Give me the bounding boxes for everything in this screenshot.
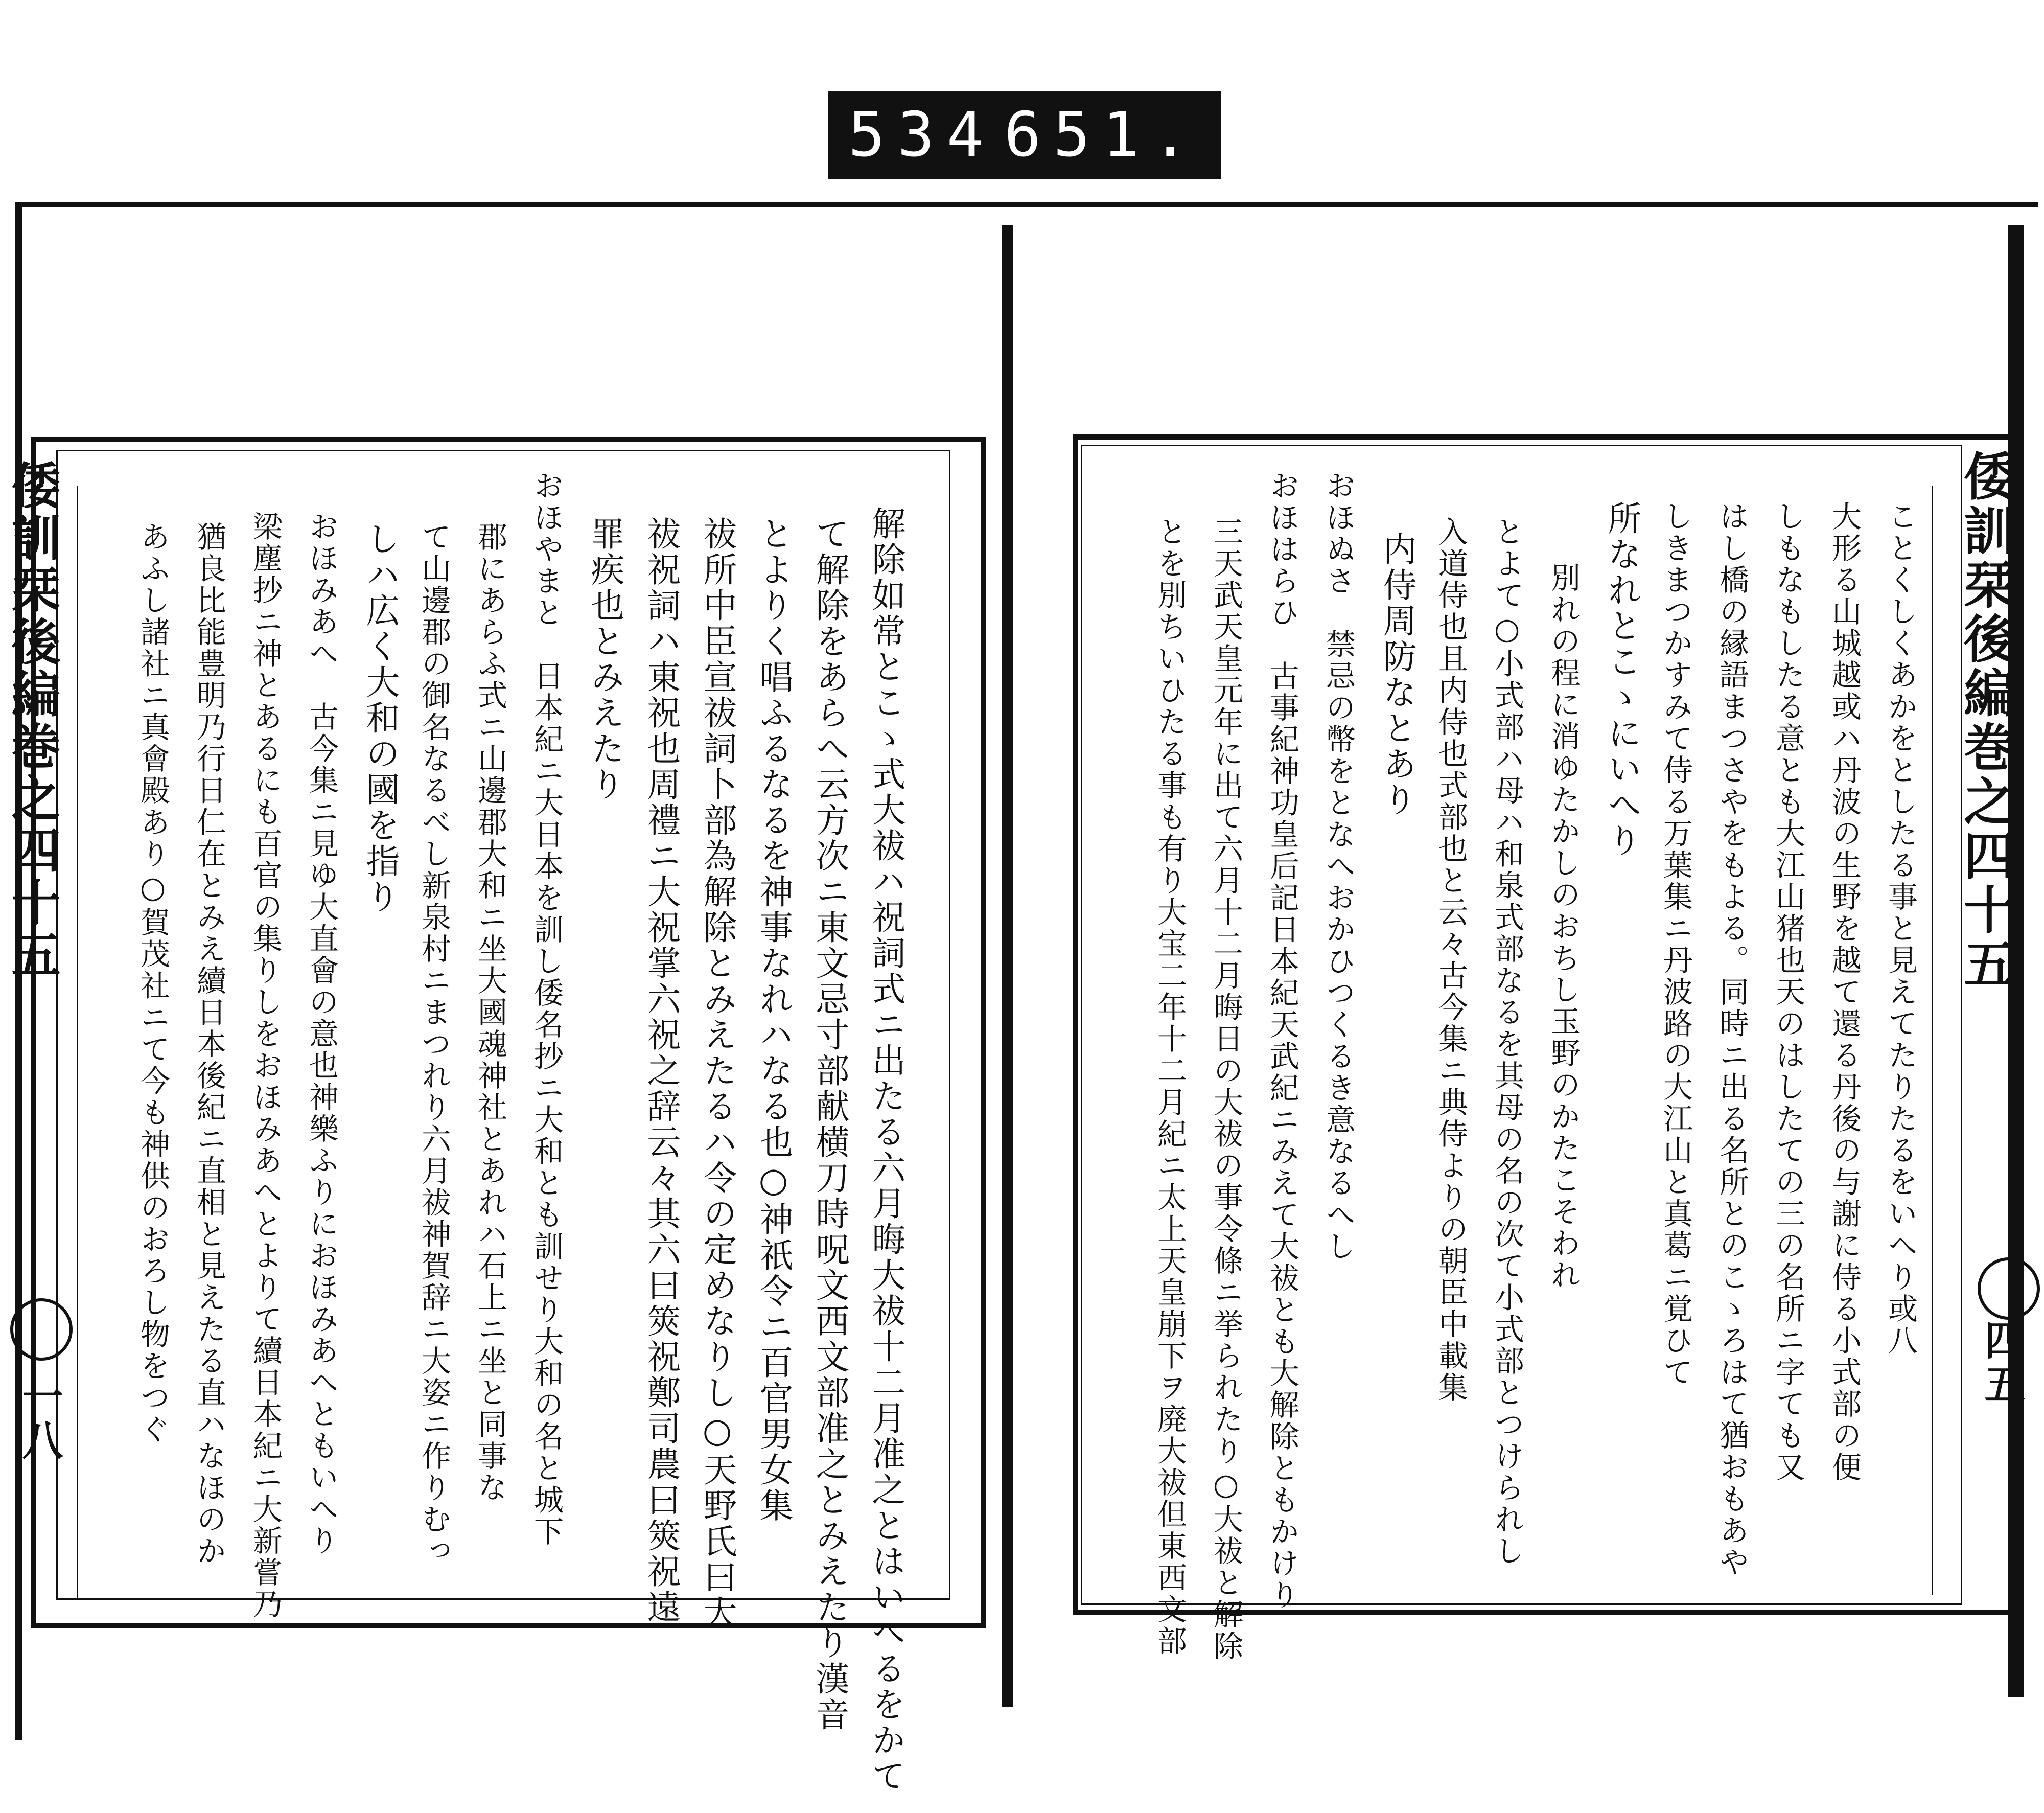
left-column-2: て解除をあらへ云方次ニ東文忌寸部献横刀時呪文西文部准之とみえたり漢音: [810, 516, 849, 1733]
left-column-7: おほやまと 日本紀ニ大日本を訓し倭名抄ニ大和とも訓せり大和の名と城下: [529, 470, 564, 1548]
left-column-13: 猶良比能豊明乃行日仁在とみえ續日本後紀ニ直相と見えたる直ハなほのか: [192, 521, 226, 1567]
reel-number-label: [828, 91, 1221, 179]
book-spine: [1002, 225, 1013, 1707]
right-column-6: 所なれとこゝにいへり: [1602, 501, 1641, 859]
left-column-3: とよりく唱ふるなるを神事なれハなる也○神祇令ニ百官男女集: [754, 516, 793, 1524]
reel-number-left: 534: [848, 99, 996, 171]
right-column-14: とを別ちいひたる事も有り大宝二年十二月紀ニ太上天皇崩下ヲ廃大祓但東西文部: [1152, 516, 1187, 1657]
left-volume-text: 巻之四十五: [4, 721, 61, 981]
right-margin-rule: [1932, 486, 1933, 1595]
right-column-4: はし橋の縁語まつさやをもよる。同時ニ出る名所とのこゝろはて猶おもあや: [1714, 501, 1749, 1578]
right-folio: 四五: [1978, 1319, 2026, 1407]
right-running-title: 倭訓栞後編巻之四十五: [1955, 450, 2015, 992]
left-column-6: 罪疾也とみえたり: [585, 516, 624, 802]
left-column-12: 梁塵抄ニ神とあるにも百官の集りしをおほみあへとよりて續日本紀ニ大新嘗乃: [248, 511, 283, 1620]
left-column-14: あふし諸社ニ真會殿あり○賀茂社ニて今も神供のおろし物をつぐ: [135, 521, 170, 1445]
right-column-9: 入道侍也且内侍也式部也と云々古今集ニ典侍よりの朝臣中載集: [1433, 516, 1468, 1404]
left-column-9: て山邊郡の御名なるべし新泉村ニまつれり六月祓神賀辞ニ大姿ニ作りむっ: [416, 521, 451, 1567]
right-column-11: おほぬさ 禁忌の幣をとなへおかひつくるき意なるへし: [1321, 470, 1356, 1263]
left-column-11: おほみあへ 古今集ニ見ゆ大直會の意也神樂ふりにおほみあへともいへり: [304, 511, 339, 1557]
left-running-title: [4, 460, 60, 981]
left-margin-rule: [77, 486, 78, 1600]
reel-number-right: 651.: [1004, 99, 1201, 171]
left-title-text: 倭訓栞後編: [4, 460, 61, 721]
left-column-8: 郡にあらふ式ニ山邊郡大和ニ坐大國魂神社とあれハ石上ニ坐と同事な: [473, 521, 507, 1504]
right-column-3: しもなもしたる意とも大江山猪也天のはしたての三の名所ニ字ても又: [1771, 501, 1805, 1483]
right-column-8: とよて○小式部ハ母ハ和泉式部なるを其母の名の次て小式部とつけられし: [1490, 516, 1524, 1567]
left-column-4: 祓所中臣宣祓詞卜部為解除とみえたるハ令の定めなりし○天野氏曰大: [698, 516, 737, 1631]
right-column-2: 大形る山城越或ハ丹波の生野を越て還る丹後の与謝に侍る小式部の便: [1827, 501, 1862, 1483]
left-column-5: 祓祝詞ハ東祝也周禮ニ大祝掌六祝之辞云々其六曰筴祝鄭司農曰筴祝遠: [641, 516, 681, 1625]
left-fishtail-mark-icon: [10, 1298, 73, 1361]
right-column-1: ことくしくあかをとしたる事と見えてたりたるをいへり或八: [1883, 501, 1918, 1357]
left-folio: 一八: [15, 1375, 63, 1463]
right-column-13: 三天武天皇元年に出て六月十二月晦日の大祓の事令條ニ挙られたり○大祓と解除: [1209, 516, 1243, 1662]
right-column-12: おほはらひ 古事紀神功皇后記日本紀天武紀ニみえて大祓とも大解除ともかけり: [1265, 470, 1299, 1611]
right-column-5: しきまつかすみて侍る万葉集ニ丹波路の大江山と真葛ニ覚ひて: [1658, 501, 1693, 1388]
right-column-10: 内侍周防なとあり: [1377, 532, 1416, 818]
left-column-10: しハ広く大和の國を指り: [360, 521, 400, 915]
right-fishtail-mark-icon: [1978, 1257, 2040, 1320]
left-column-1: 解除如常とこゝ式大祓ハ祝詞式ニ出たる六月晦大祓十二月准之とはいへるをかて: [866, 506, 905, 1794]
right-column-7: 別れの程に消ゆたかしのおちし玉野のかたこそわれ: [1546, 562, 1581, 1291]
